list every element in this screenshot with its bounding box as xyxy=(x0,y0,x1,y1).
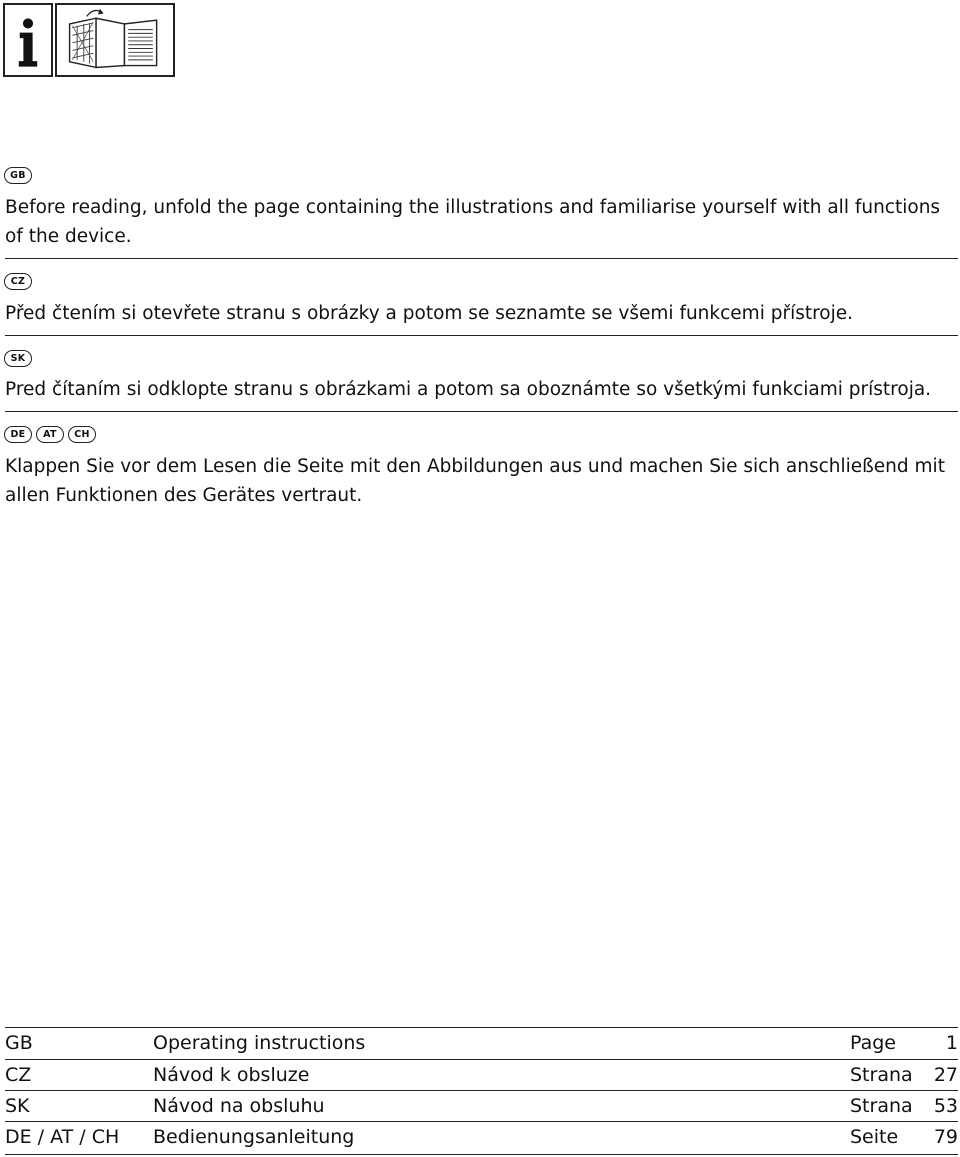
toc-page-number: 79 xyxy=(933,1126,958,1148)
toc-title: Bedienungsanleitung xyxy=(153,1126,355,1148)
toc-language-code: CZ xyxy=(5,1064,32,1086)
language-badge: CZ xyxy=(4,273,32,290)
language-badges-cz xyxy=(4,273,32,291)
toc-bottom-rule xyxy=(5,1154,958,1155)
toc-row-cz xyxy=(5,1060,958,1090)
instruction-text-gb: Before reading, unfold the page containing the illustrations and familiarise yourself with all functions of the device. xyxy=(5,197,941,247)
divider xyxy=(5,258,958,259)
unfold-pages-icon xyxy=(55,3,175,77)
instruction-text-cz: Před čtením si otevřete stranu s obrázky a potom se seznamte se všemi funkcemi přístroje. xyxy=(5,303,854,324)
toc-page-word: Strana xyxy=(850,1064,913,1086)
language-badge: CH xyxy=(68,426,96,443)
toc-title: Návod na obsluhu xyxy=(153,1095,325,1117)
toc-title: Operating instructions xyxy=(153,1032,366,1054)
toc-page-word: Strana xyxy=(850,1095,913,1117)
toc-page-number: 27 xyxy=(933,1064,958,1086)
unfold-pages-glyph xyxy=(57,5,173,75)
toc-page-number: 53 xyxy=(933,1095,958,1117)
instruction-text-sk: Pred čítaním si odklopte stranu s obrázkami a potom sa oboznámte so všetkými funkciami prístroja. xyxy=(5,379,932,400)
toc-language-code: GB xyxy=(5,1032,33,1054)
info-icon xyxy=(3,3,53,77)
info-glyph xyxy=(5,5,51,75)
language-badges-gb xyxy=(4,167,32,185)
language-badge: DE xyxy=(4,426,32,443)
toc-page-word: Seite xyxy=(850,1126,899,1148)
toc-row-de-at-ch xyxy=(5,1122,958,1152)
language-badges-sk xyxy=(4,350,32,368)
instruction-text-de-at-ch: Klappen Sie vor dem Lesen die Seite mit den Abbildungen aus und machen Sie sich anschließend mit allen Funktionen des Gerätes vertraut. xyxy=(5,456,945,506)
toc-row-gb xyxy=(5,1028,958,1058)
toc-row-sk xyxy=(5,1091,958,1121)
toc-language-code: DE / AT / CH xyxy=(5,1126,120,1148)
toc-page-word: Page xyxy=(850,1032,896,1054)
language-badge: SK xyxy=(4,350,32,367)
toc-title: Návod k obsluze xyxy=(153,1064,310,1086)
language-badge: AT xyxy=(36,426,64,443)
toc-language-code: SK xyxy=(5,1095,30,1117)
toc-page-number: 1 xyxy=(945,1032,958,1054)
divider xyxy=(5,335,958,336)
language-badges-de-at-ch xyxy=(4,426,96,444)
language-badge: GB xyxy=(4,167,32,184)
divider xyxy=(5,411,958,412)
